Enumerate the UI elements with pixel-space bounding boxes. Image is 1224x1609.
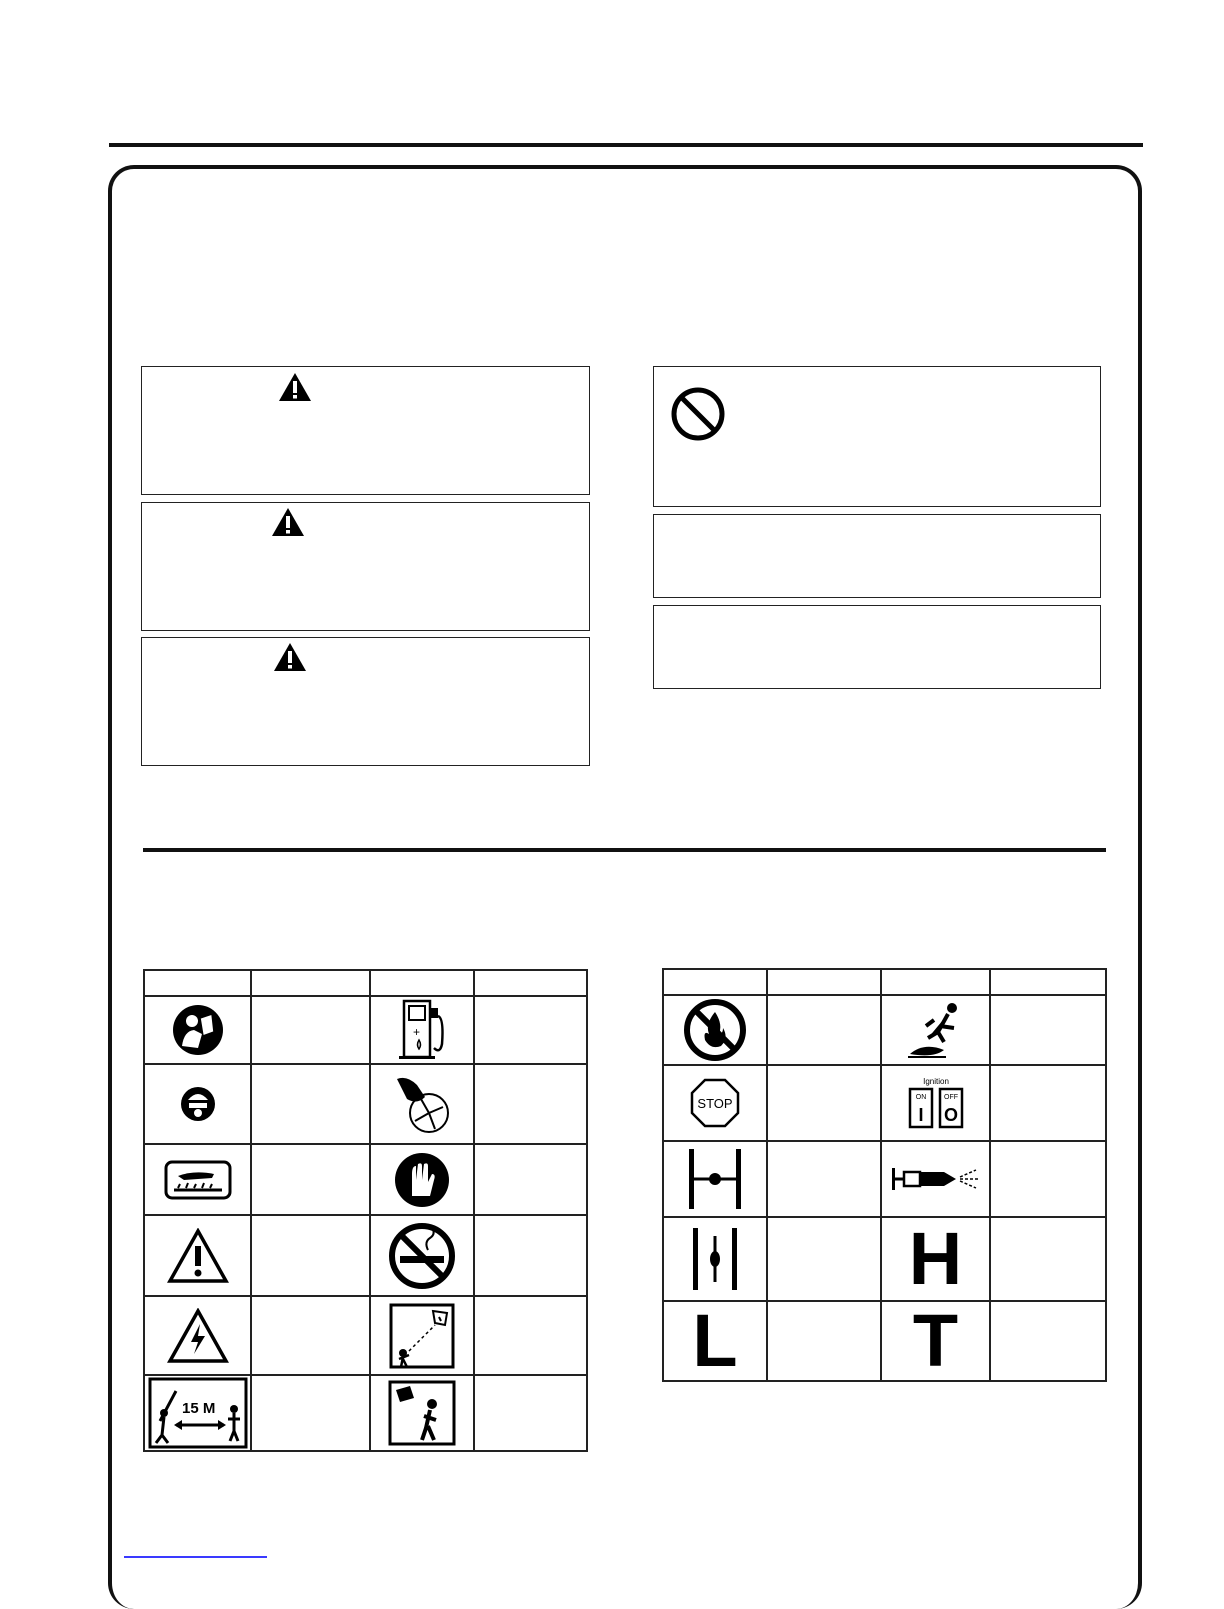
warning-box-1 [141,366,590,495]
top-rule [109,143,1143,147]
no-open-flame-icon [663,995,767,1065]
throttle-label: T [912,1299,959,1382]
table-row [663,995,1106,1065]
ignition-label: Ignition [922,1077,949,1086]
table-header-row [663,969,1106,995]
prohibition-icon [669,385,727,443]
eye-ear-protection-icon [144,1064,251,1144]
symbol-table-left [143,969,588,1452]
on-symbol: I [917,1105,924,1125]
ignition-switch-icon [881,1065,990,1141]
section-rule [143,848,1106,852]
throttle-letter-icon [881,1301,990,1381]
thrown-object-icon [370,1375,474,1451]
table-row [144,1375,587,1451]
spray-nozzle-icon [881,1141,990,1217]
on-label: ON [915,1094,926,1101]
fuel-pump-icon [370,996,474,1064]
table-row [144,1215,587,1296]
keep-distance-icon [144,1375,251,1451]
table-row [144,1144,587,1215]
safety-alert-icon [144,1215,251,1296]
stop-icon [663,1065,767,1141]
warning-triangle-icon [273,642,307,672]
choke-open-icon [663,1217,767,1301]
table-row [663,1141,1106,1217]
note-box-2 [653,605,1101,689]
stop-label: STOP [697,1096,733,1111]
low-label: L [692,1299,738,1382]
low-letter-icon [663,1301,767,1381]
high-label: H [908,1217,963,1300]
electric-shock-icon [144,1296,251,1375]
distance-label: 15 M [181,1400,215,1417]
prohibition-box [653,366,1101,507]
warning-triangle-icon [278,372,312,402]
warning-box-3 [141,637,590,766]
no-smoking-icon [370,1215,474,1296]
table-row [663,1301,1106,1381]
high-letter-icon [881,1217,990,1301]
warning-box-2 [141,502,590,631]
table-row [144,996,587,1064]
slip-hazard-icon [881,995,990,1065]
ricochet-icon [370,1296,474,1375]
table-header-row [144,970,587,996]
note-box-1 [653,514,1101,598]
choke-closed-icon [663,1141,767,1217]
footer-link[interactable] [124,1556,267,1558]
off-label: OFF [943,1094,958,1101]
svg-text:+: + [413,1025,421,1039]
table-row [663,1217,1106,1301]
gloves-icon [370,1144,474,1215]
symbol-table-right [662,968,1107,1382]
warning-triangle-icon [271,507,305,537]
off-symbol: O [943,1105,958,1125]
hot-surface-icon [144,1144,251,1215]
read-manual-icon [144,996,251,1064]
hand-entanglement-icon [370,1064,474,1144]
table-row [144,1064,587,1144]
table-row [144,1296,587,1375]
table-row [663,1065,1106,1141]
